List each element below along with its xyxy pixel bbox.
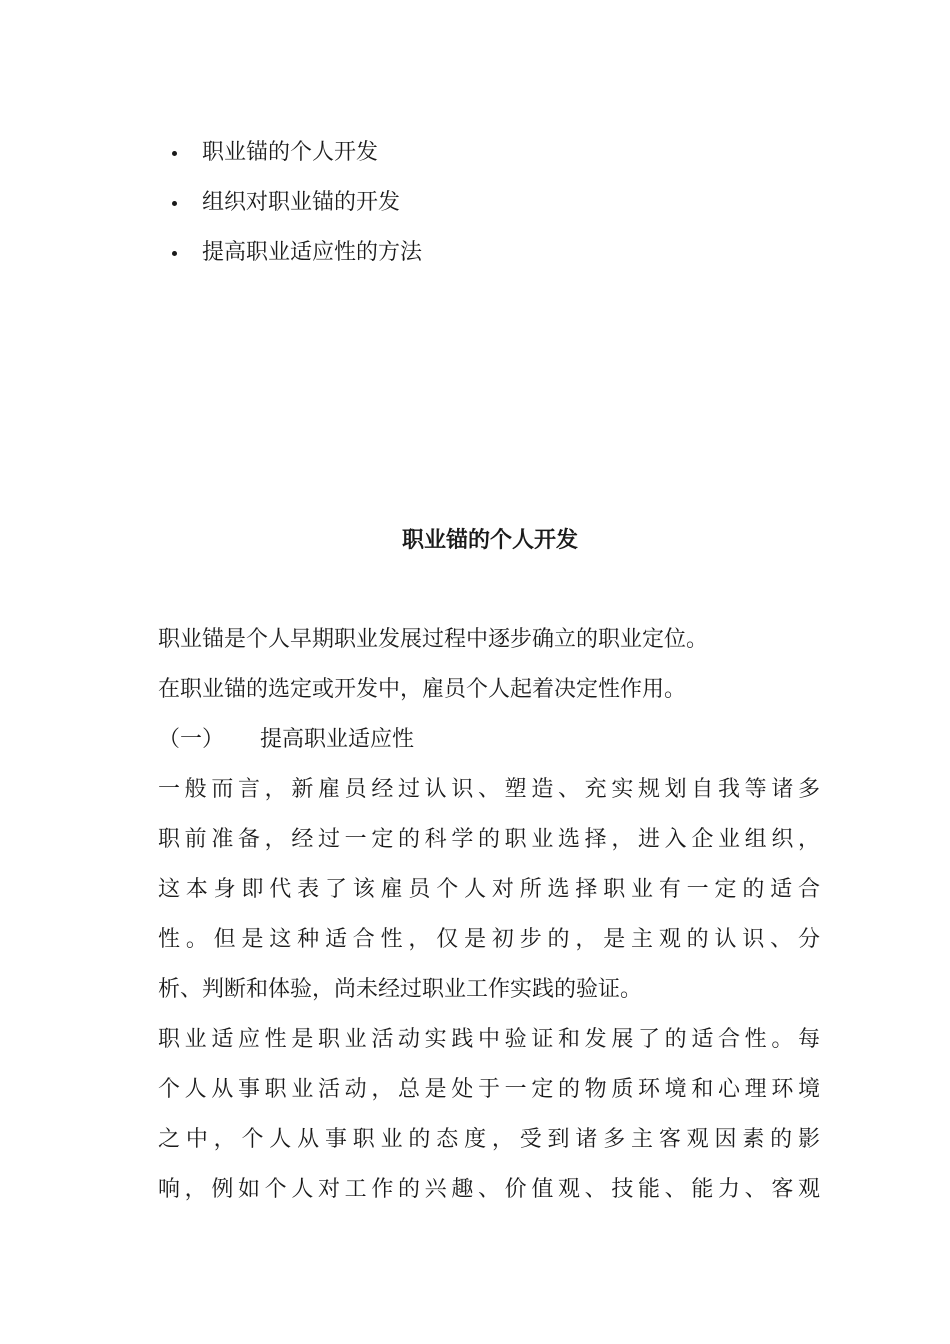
section-title: 职业锚的个人开发 (401, 527, 578, 553)
intro-line: 在职业锚的选定或开发中，雇员个人起着决定性作用。 (158, 677, 687, 702)
paragraph-line: 这本身即代表了该雇员个人对所选择职业有一定的适合 (158, 877, 820, 902)
paragraph-line: 之中，个人从事职业的态度，受到诸多主客观因素的影 (158, 1127, 820, 1152)
paragraph-line: 职前准备，经过一定的科学的职业选择，进入企业组织， (158, 827, 820, 852)
subheading (158, 717, 820, 767)
outline-item (168, 182, 422, 232)
outline-list (168, 132, 422, 282)
paragraph-line: 析、判断和体验，尚未经过职业工作实践的验证。 (158, 977, 643, 1002)
outline-item (168, 132, 422, 182)
intro-line: 职业锚是个人早期职业发展过程中逐步确立的职业定位。 (158, 627, 709, 652)
section-body (158, 617, 820, 1217)
paragraph-line: 个人从事职业活动，总是处于一定的物质环境和心理环境 (158, 1077, 820, 1102)
outline-item-label: 组织对职业锚的开发 (202, 190, 401, 215)
paragraph-line: 一般而言，新雇员经过认识、塑造、充实规划自我等诸多 (158, 777, 820, 802)
outline-item (168, 232, 422, 282)
outline-item-label: 提高职业适应性的方法 (202, 240, 423, 265)
bullet-icon (172, 251, 177, 256)
subheading-number: （一） (158, 727, 225, 752)
paragraph-line: 性。但是这种适合性，仅是初步的，是主观的认识、分 (158, 927, 820, 952)
bullet-icon (172, 201, 177, 206)
outline-item-label: 职业锚的个人开发 (202, 140, 379, 165)
paragraph-line: 响，例如个人对工作的兴趣、价值观、技能、能力、客观 (158, 1177, 820, 1202)
subheading-text: 提高职业适应性 (260, 727, 415, 752)
bullet-icon (172, 151, 177, 156)
paragraph-line: 职业适应性是职业活动实践中验证和发展了的适合性。每 (158, 1027, 820, 1052)
